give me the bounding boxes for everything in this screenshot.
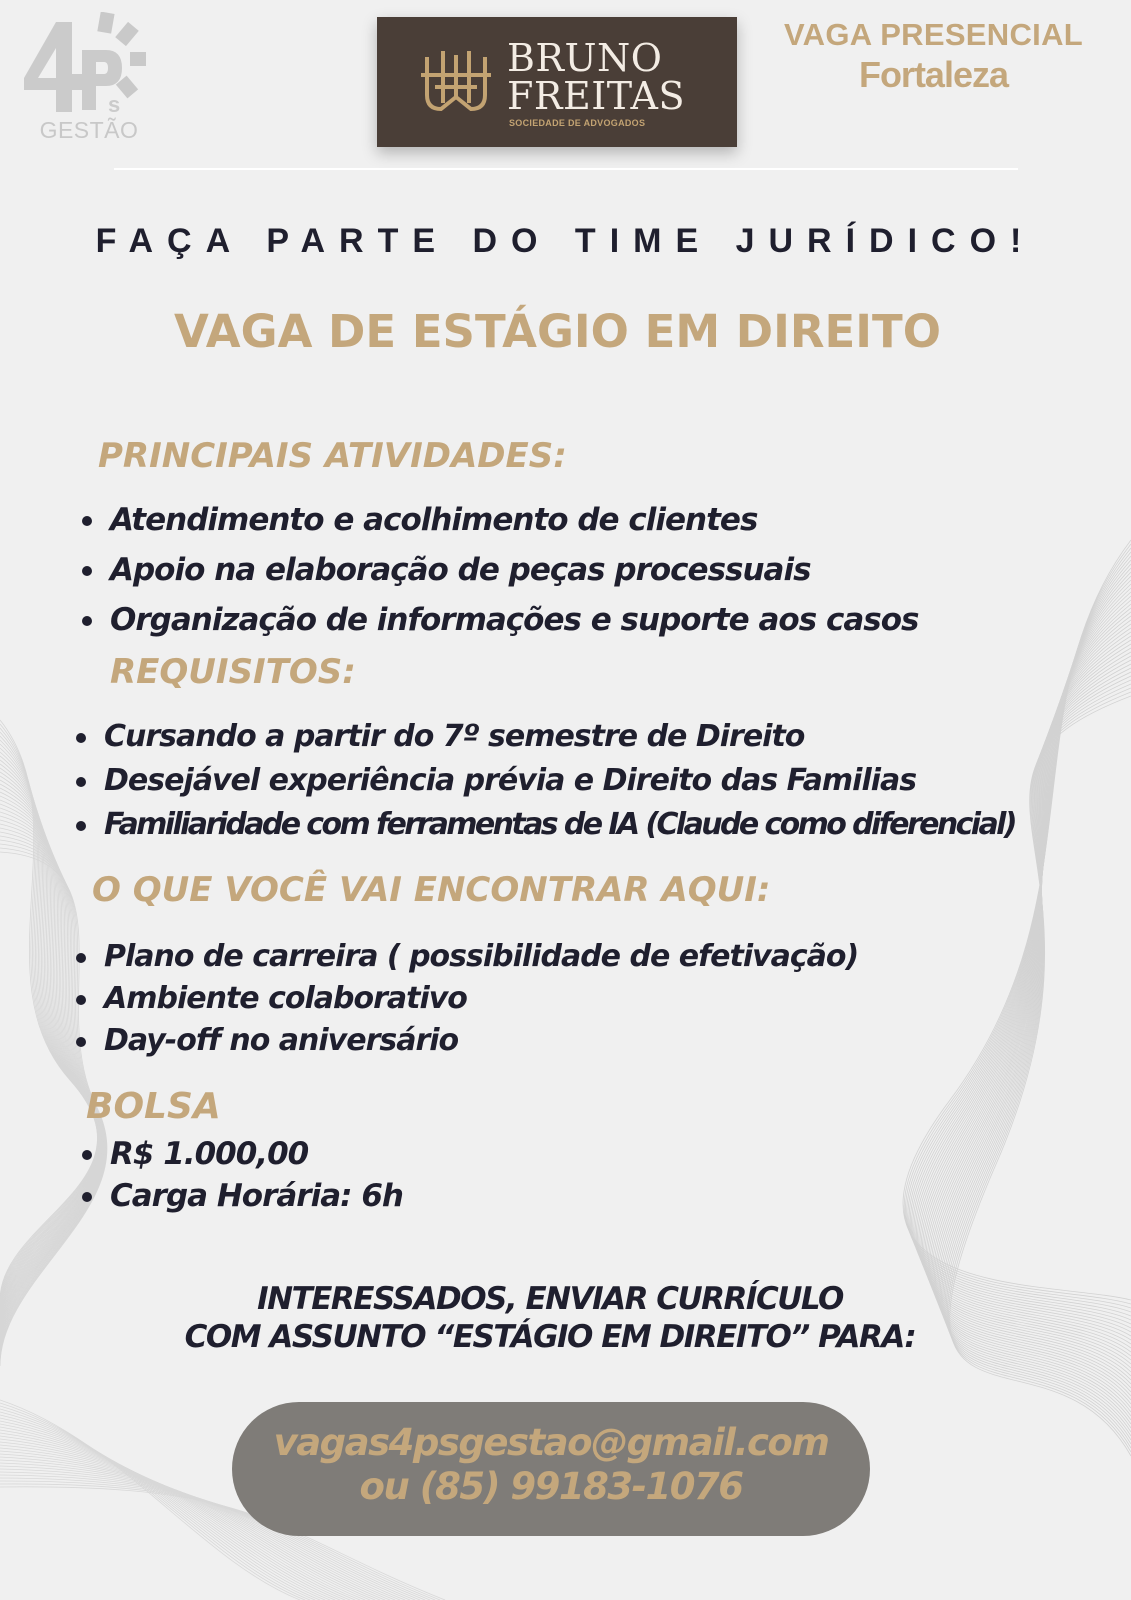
bullet-icon <box>82 516 92 526</box>
vaga-type: VAGA PRESENCIAL <box>783 17 1083 52</box>
contact-pill <box>232 1402 870 1536</box>
bullet-icon <box>82 616 92 626</box>
svg-text:s: s <box>108 92 121 117</box>
contact-email-link[interactable]: vagas4psgestao@gmail.com <box>273 1421 829 1464</box>
list-item <box>74 1020 858 1062</box>
logo-gestao-text: GESTÃO <box>39 117 139 143</box>
list-requisitos <box>74 715 1015 847</box>
contact-line2: COM ASSUNTO “ESTÁGIO EM DIREITO” PARA: <box>184 1319 916 1355</box>
list-item-text: Atendimento e acolhimento de clientes <box>110 502 758 538</box>
contact-line1: INTERESSADOS, ENVIAR CURRÍCULO <box>257 1281 843 1317</box>
bullet-icon <box>76 733 86 743</box>
bullet-icon <box>76 953 86 963</box>
list-item-text: Apoio na elaboração de peças processuais <box>110 552 811 588</box>
list-item <box>80 1175 403 1217</box>
company-logo-4ps <box>22 12 157 147</box>
list-item-text: Organização de informações e suporte aos casos <box>110 602 919 638</box>
list-item-text: Cursando a partir do 7º semestre de Direito <box>104 719 805 754</box>
bullet-icon <box>82 566 92 576</box>
contact-instructions <box>0 1280 1100 1356</box>
4ps-logo-icon <box>22 12 157 122</box>
list-item <box>80 1133 403 1175</box>
list-item <box>74 936 858 978</box>
firm-logo-bruno-freitas <box>377 17 737 147</box>
contact-phone[interactable]: ou (85) 99183-1076 <box>359 1465 743 1508</box>
firm-name-line2: FREITAS <box>507 74 685 118</box>
list-item-text: Familiaridade com ferramentas de IA (Claude como diferencial) <box>104 807 1015 842</box>
list-item <box>80 545 918 595</box>
list-item-text: Carga Horária: 6h <box>110 1178 403 1214</box>
list-item-text: R$ 1.000,00 <box>110 1136 309 1172</box>
list-item-text: Desejável experiência prévia e Direito das Familias <box>104 763 917 798</box>
page-title: VAGA DE ESTÁGIO EM DIREITO <box>174 305 941 358</box>
bullet-icon <box>76 1037 86 1047</box>
firm-monogram-icon <box>421 47 491 117</box>
section-title-atividades: PRINCIPAIS ATIVIDADES: <box>98 436 567 476</box>
vaga-city: Fortaleza <box>858 54 1008 95</box>
header-divider <box>114 168 1018 170</box>
bullet-icon <box>76 995 86 1005</box>
list-item <box>74 803 1015 847</box>
tagline: FAÇA PARTE DO TIME JURÍDICO! <box>95 222 1036 260</box>
firm-name-line1: BRUNO <box>507 36 663 80</box>
list-item-text: Plano de carreira ( possibilidade de efetivação) <box>104 939 859 974</box>
bullet-icon <box>76 777 86 787</box>
list-beneficios <box>74 936 858 1062</box>
bullet-icon <box>82 1192 92 1202</box>
firm-subtitle: SOCIEDADE DE ADVOGADOS <box>509 118 646 128</box>
bullet-icon <box>76 821 86 831</box>
list-atividades <box>80 495 918 645</box>
list-item <box>74 978 858 1020</box>
bullet-icon <box>82 1150 92 1160</box>
section-title-bolsa: BOLSA <box>86 1086 221 1127</box>
list-item <box>74 715 1015 759</box>
section-title-requisitos: REQUISITOS: <box>110 652 356 692</box>
list-item <box>80 595 918 645</box>
list-item-text: Ambiente colaborativo <box>104 981 467 1016</box>
section-title-o-que-encontrar: O QUE VOCÊ VAI ENCONTRAR AQUI: <box>92 870 771 910</box>
list-item <box>80 495 918 545</box>
list-item <box>74 759 1015 803</box>
list-bolsa <box>80 1133 403 1217</box>
vaga-location-block <box>784 16 1083 96</box>
list-item-text: Day-off no aniversário <box>104 1023 459 1058</box>
